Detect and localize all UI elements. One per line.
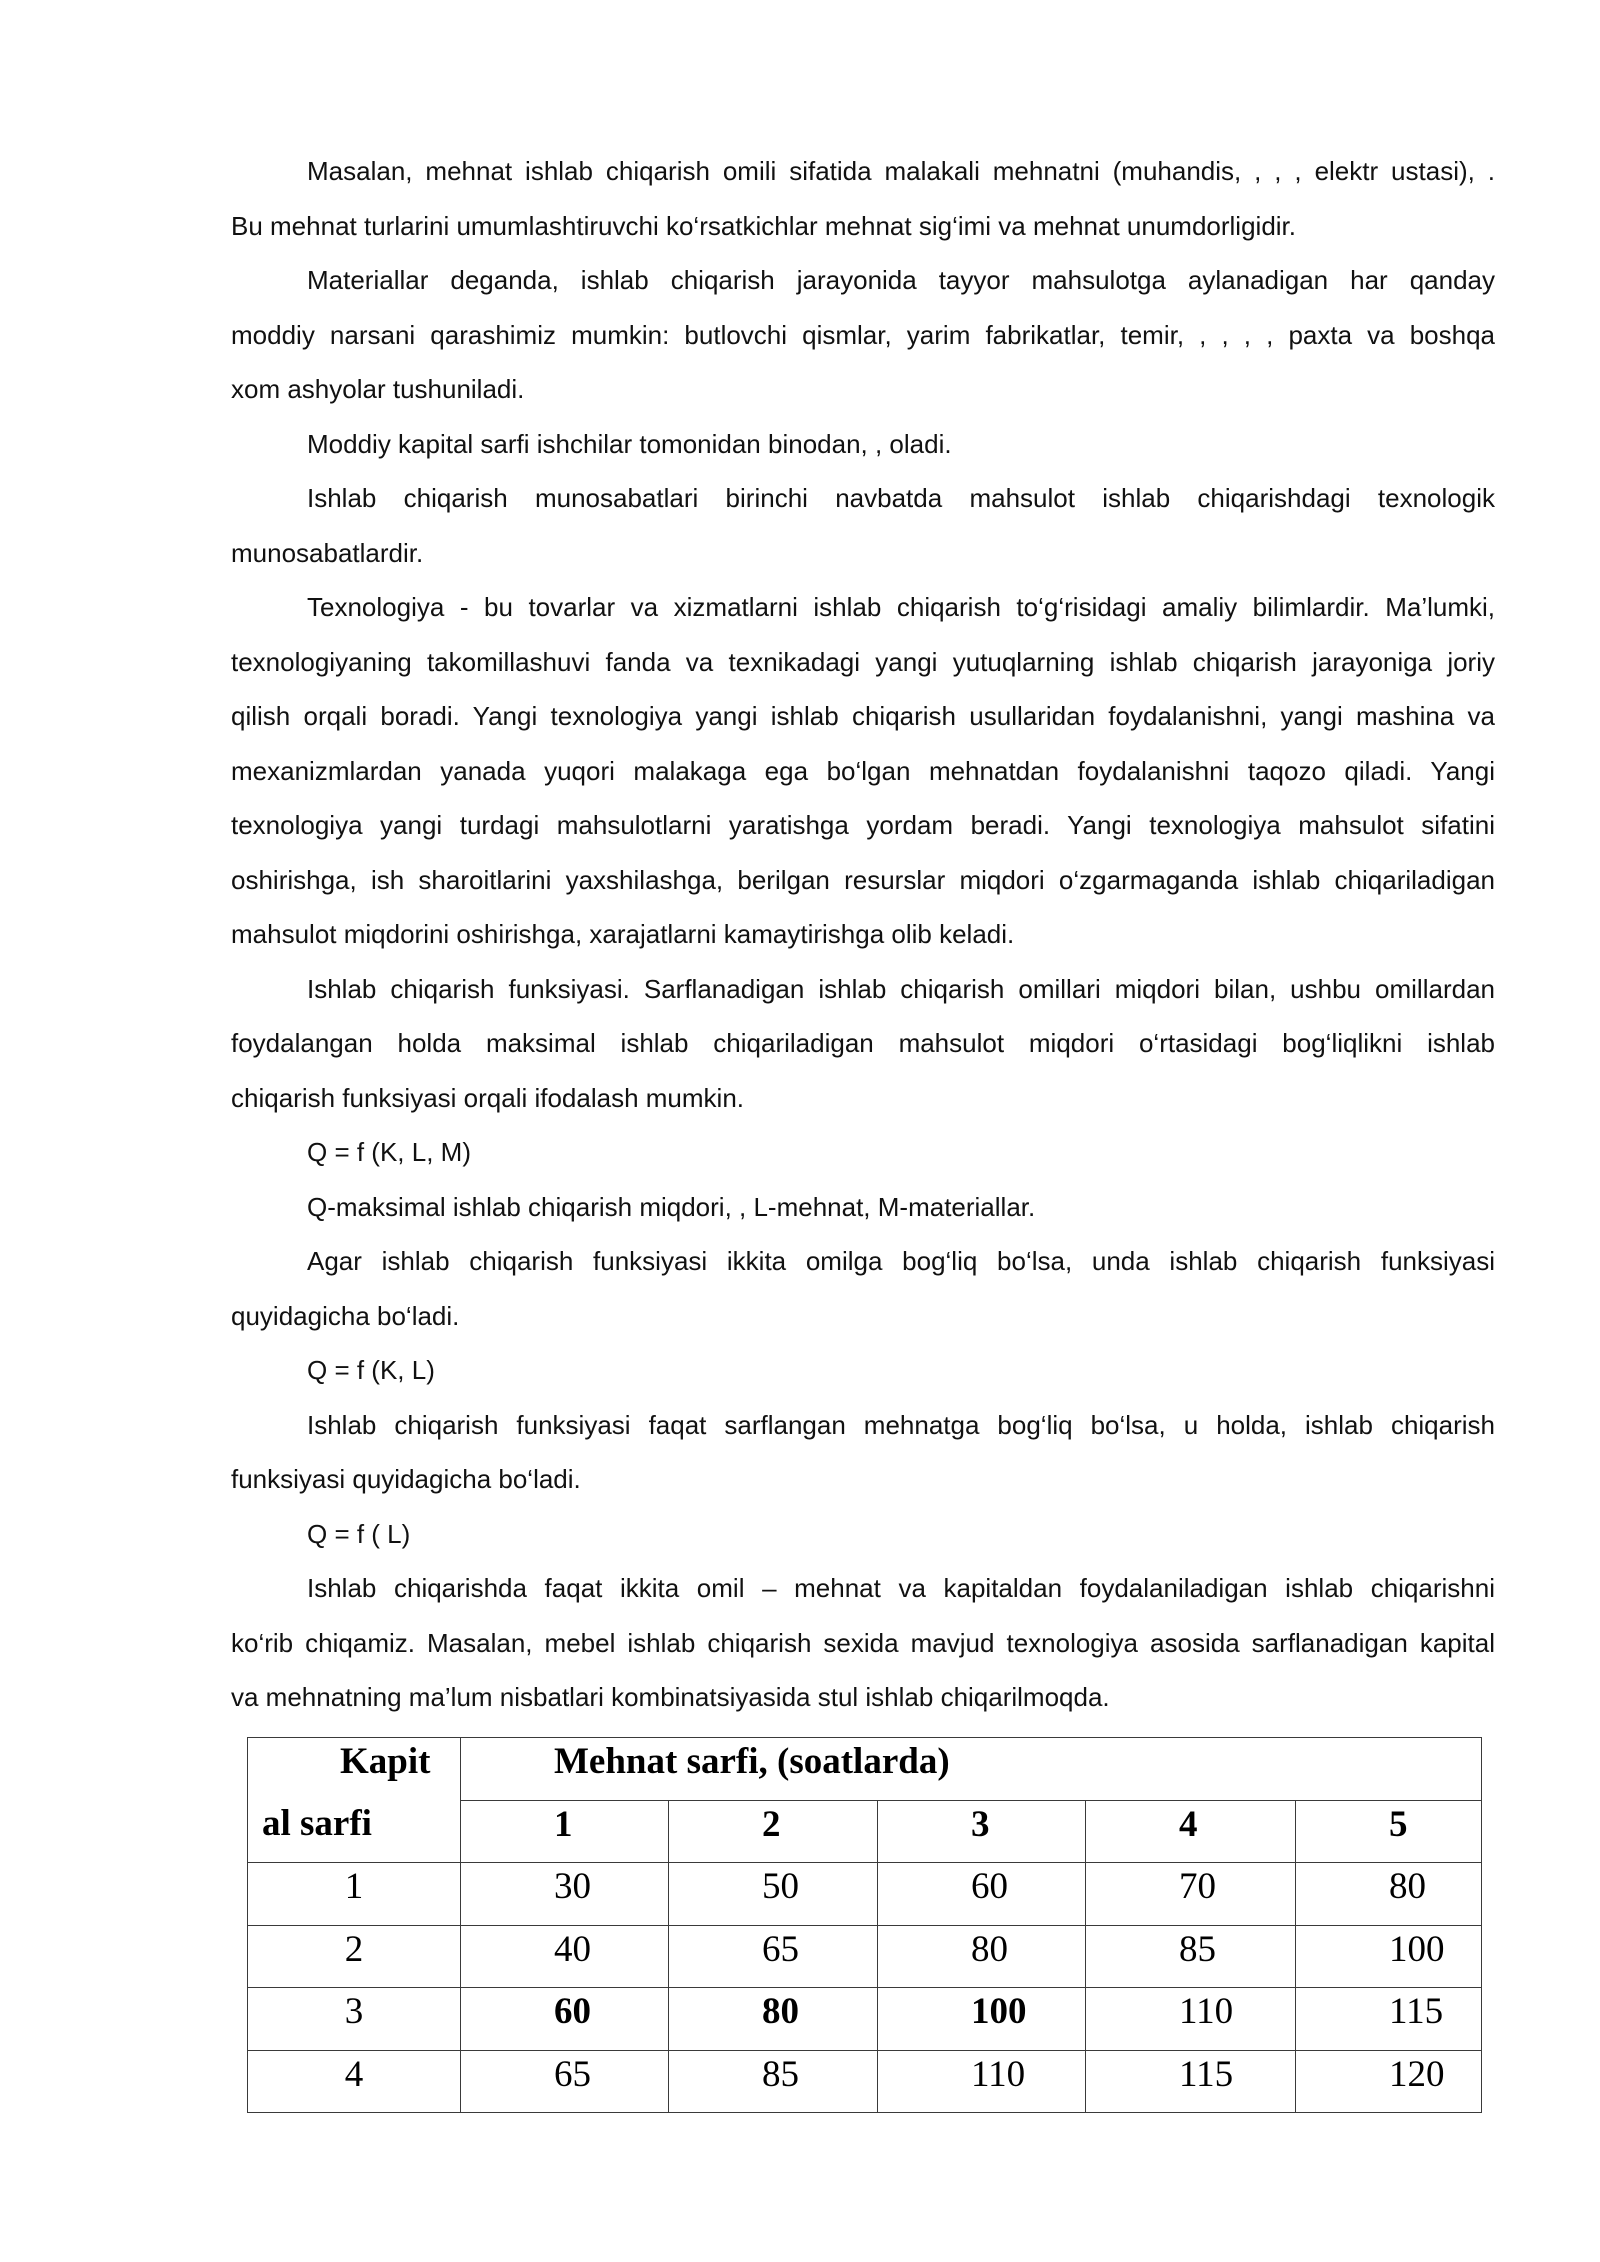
paragraph [231,1507,1495,1562]
text-line: ko‘rib chiqamiz. Masalan, mebel ishlab chiqarish sexida mavjud texnologiya asosida sarflanadigan kapital [231,1627,1495,1658]
output-value-cell: 115 [1296,1988,1482,2051]
table-row [248,1988,1482,2051]
output-value-cell: 60 [878,1863,1086,1926]
output-value-cell: 120 [1296,2050,1482,2113]
labor-header-cell: Mehnat sarfi, (soatlarda) [461,1738,1482,1801]
output-value-cell: 80 [1296,1863,1482,1926]
text-line: chiqarish funksiyasi orqali ifodalash mumkin. [231,1082,745,1113]
text-line: Ishlab chiqarish munosabatlari birinchi navbatda mahsulot ishlab chiqarishdagi texnologik [307,483,1495,513]
output-value-cell: 100 [1296,1925,1482,1988]
output-value-cell: 65 [461,2050,669,2113]
paragraph [231,580,1495,962]
output-value-cell: 85 [669,2050,878,2113]
text-line: moddiy narsani qarashimiz mumkin: butlovchi qismlar, yarim fabrikatlar, temir, , , , , paxta va boshqa [231,319,1495,350]
text-line: munosabatlardir. [231,537,424,568]
output-value-cell: 60 [461,1988,669,2051]
body-text [231,144,1495,1725]
capital-value-cell: 3 [248,1988,461,2051]
paragraph [231,144,1495,253]
output-value-cell: 70 [1086,1863,1296,1926]
output-value-cell: 80 [878,1925,1086,1988]
text-line: foydalangan holda maksimal ishlab chiqariladigan mahsulot miqdori o‘rtasidagi bog‘liqlikni ishlab [231,1028,1495,1058]
labor-hours-header: 2 [669,1800,878,1863]
text-line: mexanizmlardan yanada yuqori malakaga ega bo‘lgan mehnatdan foydalanishni taqozo qiladi. Yangi [231,755,1495,786]
paragraph [231,1125,1495,1180]
output-value-cell: 80 [669,1988,878,2051]
text-line: Ishlab chiqarish funksiyasi faqat sarflangan mehnatga bog‘liq bo‘lsa, u holda, ishlab chiqarish [307,1409,1495,1440]
capital-header-line: al sarfi [262,1803,372,1844]
text-line: Ishlab chiqarish funksiyasi. Sarflanadigan ishlab chiqarish omillari miqdori bilan, ushbu omillardan [307,973,1495,1004]
text-line: oshirishga, ish sharoitlarini yaxshilashga, berilgan resurslar miqdori o‘zgarmaganda ishlab chiqariladigan [231,864,1495,895]
table-header-row [248,1738,1482,1801]
paragraph [231,253,1495,417]
labor-hours-header: 4 [1086,1800,1296,1863]
text-line: va mehnatning ma’lum nisbatlari kombinatsiyasida stul ishlab chiqarilmoqda. [231,1682,1110,1712]
capital-value-cell: 2 [248,1925,461,1988]
text-line: Ishlab chiqarishda faqat ikkita omil – mehnat va kapitaldan foydalaniladigan ishlab chiqarishni [307,1573,1495,1603]
text-line: texnologiya yangi turdagi mahsulotlarni yaratishga yordam beradi. Yangi texnologiya mahsulot sifatini [231,810,1495,840]
text-line: Q = f ( L) [307,1518,411,1549]
paragraph [231,1343,1495,1398]
text-line: Q = f (K, L, M) [307,1137,471,1167]
paragraph [231,1561,1495,1725]
labor-hours-header: 3 [878,1800,1086,1863]
text-line: Bu mehnat turlarini umumlashtiruvchi ko‘rsatkichlar mehnat sig‘imi va mehnat unumdorligidir. [231,210,1296,241]
output-value-cell: 110 [1086,1988,1296,2051]
paragraph [231,471,1495,580]
table-row [248,1863,1482,1926]
text-line: quyidagicha bo‘ladi. [231,1300,460,1331]
capital-header-cell [248,1738,461,1863]
capital-header-line: Kapit [340,1741,431,1782]
output-value-cell: 115 [1086,2050,1296,2113]
table-row [248,1925,1482,1988]
text-line: texnologiyaning takomillashuvi fanda va texnikadagi yangi yutuqlarning ishlab chiqarish jarayoniga joriy [231,646,1495,677]
labor-hours-header: 1 [461,1800,669,1863]
text-line: funksiyasi quyidagicha bo‘ladi. [231,1464,581,1494]
capital-value-cell: 4 [248,2050,461,2113]
table-row [248,2050,1482,2113]
text-line: Agar ishlab chiqarish funksiyasi ikkita omilga bog‘liq bo‘lsa, unda ishlab chiqarish funksiyasi [307,1246,1495,1276]
text-line: Masalan, mehnat ishlab chiqarish omili sifatida malakali mehnatni (muhandis, , , , elektr ustasi), . [307,156,1495,186]
text-line: Moddiy kapital sarfi ishchilar tomonidan binodan, , oladi. [307,428,952,459]
text-line: xom ashyolar tushuniladi. [231,374,525,404]
output-value-cell: 65 [669,1925,878,1988]
labor-hours-header: 5 [1296,1800,1482,1863]
text-line: qilish orqali boradi. Yangi texnologiya yangi ishlab chiqarish usullaridan foydalanishni, yangi mashina va [231,701,1495,731]
text-line: Materiallar deganda, ishlab chiqarish jarayonida tayyor mahsulotga aylanadigan har qanday [307,265,1495,295]
text-line: Q = f (K, L) [307,1355,435,1385]
output-value-cell: 85 [1086,1925,1296,1988]
production-table [247,1737,1482,2113]
output-value-cell: 100 [878,1988,1086,2051]
paragraph [231,1398,1495,1507]
table-body [248,1863,1482,2113]
output-value-cell: 40 [461,1925,669,1988]
paragraph [231,1234,1495,1343]
output-value-cell: 50 [669,1863,878,1926]
text-line: Q-maksimal ishlab chiqarish miqdori, , L-mehnat, M-materiallar. [307,1191,1036,1222]
capital-value-cell: 1 [248,1863,461,1926]
output-value-cell: 30 [461,1863,669,1926]
table-header [248,1738,1482,1863]
paragraph [231,962,1495,1126]
text-line: Texnologiya - bu tovarlar va xizmatlarni ishlab chiqarish to‘g‘risidagi amaliy bilimlardir. Ma’lumki, [307,592,1495,622]
paragraph [231,417,1495,472]
text-line: mahsulot miqdorini oshirishga, xarajatlarni kamaytirishga olib keladi. [231,919,1015,949]
paragraph [231,1180,1495,1235]
output-value-cell: 110 [878,2050,1086,2113]
